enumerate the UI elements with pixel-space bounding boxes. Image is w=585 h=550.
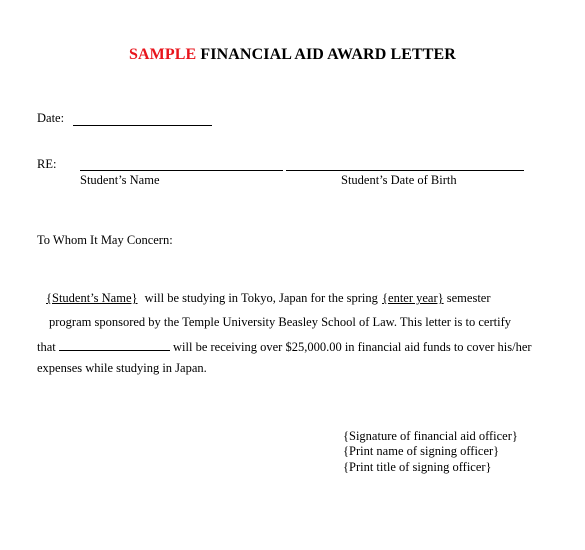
body-line-1 — [40, 291, 491, 306]
signature-line-3: {Print title of signing officer} — [343, 460, 492, 474]
student-dob-caption: Student’s Date of Birth — [341, 173, 457, 187]
title-rest: FINANCIAL AID AWARD LETTER — [200, 46, 456, 63]
body-line-2: program sponsored by the Temple University Beasley School of Law. This letter is to certify — [49, 315, 511, 329]
body-line-1-text-b: semester — [446, 291, 491, 305]
body-line-4: expenses while studying in Japan. — [37, 361, 207, 375]
date-label: Date: — [37, 111, 65, 125]
placeholder-student-name: {Student’s Name} — [46, 291, 138, 305]
student-name-field-line — [80, 170, 283, 171]
title-accent: SAMPLE — [129, 46, 197, 63]
signature-line-2: {Print name of signing officer} — [343, 444, 500, 458]
student-dob-field-line — [286, 170, 524, 171]
body-line-3-text-b: will be receiving over $25,000.00 in financial aid funds to cover his/her — [173, 340, 532, 354]
student-name-caption: Student’s Name — [80, 173, 160, 187]
date-field-line — [73, 125, 212, 126]
recipient-blank-line — [59, 338, 170, 351]
salutation: To Whom It May Concern: — [37, 233, 173, 247]
letter-title — [0, 46, 585, 64]
body-line-3-text-a: that — [37, 340, 56, 354]
placeholder-year: {enter year} — [382, 291, 444, 305]
re-label: RE: — [37, 157, 57, 171]
signature-line-1: {Signature of financial aid officer} — [343, 429, 518, 443]
body-line-1-text-a: will be studying in Tokyo, Japan for the spring — [144, 291, 378, 305]
body-line-3 — [37, 338, 532, 355]
